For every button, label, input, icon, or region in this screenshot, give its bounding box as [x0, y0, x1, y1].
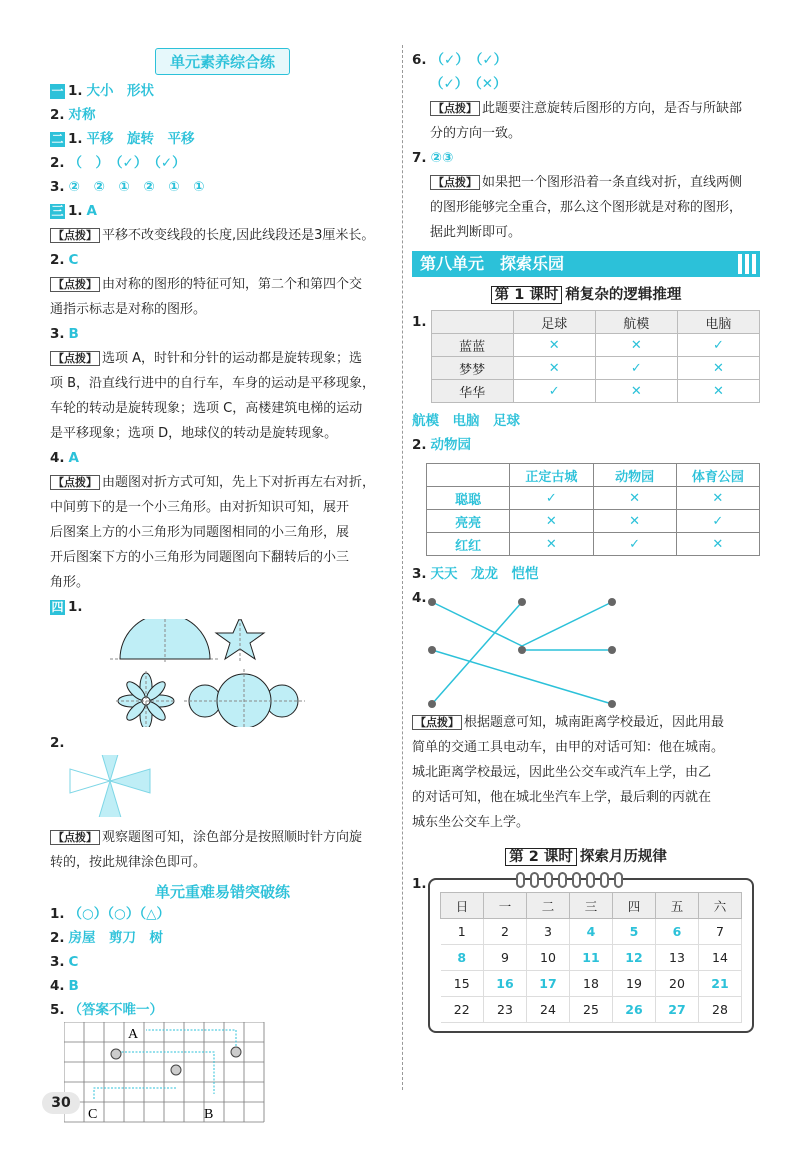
answer: （答案不唯一） — [68, 1002, 164, 1018]
q-number: 4. — [412, 590, 427, 606]
calendar-day: 21 — [699, 971, 742, 997]
calendar-weekday: 五 — [656, 893, 699, 919]
q-number: 2. — [50, 930, 65, 946]
section-marker: 三 — [51, 204, 64, 218]
calendar-day: 5 — [613, 919, 656, 945]
table2-cell: ✕ — [676, 487, 759, 510]
lesson-title: 探索月历规律 — [579, 849, 667, 865]
table1-cell: ✕ — [677, 380, 759, 403]
tip-text: 平移不改变线段的长度,因此线段还是3厘米长。 — [102, 228, 375, 243]
q-number: 2. — [50, 252, 65, 268]
q-number: 5. — [50, 1002, 65, 1018]
calendar-day: 24 — [527, 997, 570, 1023]
answer: 房屋 剪刀 树 — [68, 930, 164, 946]
tip-text: 由题图对折方式可知，先上下对折再左右对折， — [102, 475, 376, 490]
lesson-title: 稍复杂的逻辑推理 — [565, 287, 682, 303]
table1-cell: 蓝蓝 — [431, 334, 513, 357]
tip-text: 选项 A，时针和分针的运动都是旋转现象；选 — [102, 351, 363, 366]
tip-text: 此题要注意旋转后图形的方向，是否与所缺部 — [482, 101, 743, 116]
tip-text: 中间剪下的是一个小三角形。由对折知识可知，展开 — [50, 500, 350, 515]
answer: C — [68, 252, 79, 268]
q-number: 3. — [50, 179, 65, 195]
calendar-day: 14 — [699, 945, 742, 971]
table1-header — [431, 311, 513, 334]
q-number: 1. — [412, 876, 427, 892]
table2-header: 正定古城 — [510, 464, 593, 487]
q-number: 1. — [68, 599, 83, 615]
section-marker: 二 — [51, 132, 64, 146]
table2-cell: ✕ — [676, 533, 759, 556]
tip-text: 是平移现象；选项 D，地球仪的转动是旋转现象。 — [50, 426, 338, 441]
left-column: 单元素养综合练 一 1. 大小 形状 2. 对称 二 1. 平移 旋转 平移 2. （ ） （✓） （✓） 3. ② ② ① ② ① ① 三 1. A 【点拨】 平移不改变线段的长度,因此线段还是3厘米长。 2. C 【点拨】 由对称的图形的特征可知，第二个和第四个交 通指示标志是对称的图形。 3. B 【点拨】 选项 A，时针和分针的运动都是旋转现象；选 项 B，沿直线行进中的自行车，车身的运动是平移现象， 车轮的转动是旋转现象；选项 C，高楼建筑电梯的运动 是平移现象；选项 D，地球仪的转动是旋转现象。 4. A 【点拨】 由题图对折方式可知，先上下对折再左右对折， 中间剪下的是一个小三角形。由对折知识可知，展开 后图案上方的小三角形为同题图相同的小三角形，展 开后图案下方的小三角形为同题图向下翻转后的小三 角形。 四 1. 2. 【点拨】 观察题图可知，涂色部分是按照顺时针方向旋 转的，按此规律涂色即可。 单元重难易错突破练 1. （○）（○）（△） 2. 房屋 剪刀 树 3. C 4. B 5. （答案不唯一） A B C — [50, 48, 395, 1132]
calendar-rings — [516, 872, 628, 892]
table2-cell: 聪聪 — [427, 487, 510, 510]
q-number: 1. — [50, 906, 65, 922]
tip-label: 点拨 — [64, 278, 86, 291]
answer: 航模 电脑 足球 — [412, 413, 520, 429]
calendar-weekday: 一 — [484, 893, 527, 919]
table1-header: 航模 — [595, 311, 677, 334]
table1-cell: ✓ — [513, 380, 595, 403]
calendar-weekday: 日 — [441, 893, 484, 919]
calendar-day: 6 — [656, 919, 699, 945]
calendar-day: 19 — [613, 971, 656, 997]
tip-text: 的图形能够完全重合，那么这个图形就是对称的图形， — [430, 200, 743, 215]
tip-text: 根据题意可知，城南距离学校最近，因此用最 — [464, 715, 725, 730]
calendar-day: 15 — [441, 971, 484, 997]
tip-text: 的对话可知，他在城北坐汽车上学，最后剩的丙就在 — [412, 790, 712, 805]
calendar-day: 17 — [527, 971, 570, 997]
tip-text: 项 B，沿直线行进中的自行车，车身的运动是平移现象， — [50, 376, 376, 391]
table1-cell: 梦梦 — [431, 357, 513, 380]
tip-label: 点拨 — [426, 716, 448, 729]
symmetry-figures — [50, 619, 395, 727]
table1-header: 电脑 — [677, 311, 759, 334]
calendar-day: 18 — [570, 971, 613, 997]
calendar-day: 4 — [570, 919, 613, 945]
tip-text: 观察题图可知，涂色部分是按照顺时针方向旋 — [102, 830, 363, 845]
grid-label-b: B — [204, 1107, 214, 1122]
calendar-weekday: 四 — [613, 893, 656, 919]
tip-text: 如果把一个图形沿着一条直线对折，直线两侧 — [482, 175, 743, 190]
table1-cell: 华华 — [431, 380, 513, 403]
calendar-day: 25 — [570, 997, 613, 1023]
calendar-day: 10 — [527, 945, 570, 971]
column-divider — [402, 45, 403, 1090]
table2-header: 体育公园 — [676, 464, 759, 487]
q-number: 1. — [412, 314, 427, 330]
right-column: 6. （✓） （✓） （✓） （✕） 【点拨】 此题要注意旋转后图形的方向，是否与所缺部 分的方向一致。 7. ②③ 【点拨】 如果把一个图形沿着一条直线对折，直线两侧 的图形能够完全重合，那么这个图形就是对称的图形， 据此判断即可。 第八单元 探索乐园 第 1 课时 稍复杂的逻辑推理 1. 足球 航模 电脑 蓝蓝 ✕ ✕ ✓ 梦梦 ✕ ✓ ✕ 华华 ✓ ✕ ✕ 航模 电脑 足球 2. 动物园 正定古城 动物园 体育公园 聪聪 ✓ ✕ ✕ 亮亮 ✕ ✕ ✓ 红红 ✕ ✓ ✕ 3. 天天 龙龙 恺恺 4. 【点拨】 根据题意可知，城南距离学校最近，因此用最 简单的交通工具电动车，由甲的对话可知：他在城南。 城北距离学校最远，因此坐公交车或汽车上学，由乙 的对话可知，他在城北坐汽车上学，最后剩的丙就在 城东坐公交车上学。 第 2 课时 探索月历规律 1. 日 一 二 三 四 五 六 1 2 3 4 5 6 7 8 9 10 11 12 13 14 15 16 17 18 19 20 21 22 23 24 25 26 27 28 — [412, 48, 760, 1033]
table2-cell: ✕ — [510, 510, 593, 533]
q-number: 2. — [50, 155, 65, 171]
tip-text: 转的，按此规律涂色即可。 — [50, 855, 207, 870]
calendar-day: 20 — [656, 971, 699, 997]
tip-label: 点拨 — [444, 102, 466, 115]
q-number: 2. — [50, 107, 65, 123]
table2-cell: ✓ — [593, 533, 676, 556]
tip-label: 点拨 — [444, 176, 466, 189]
calendar-weekday: 三 — [570, 893, 613, 919]
tip-text: 城北距离学校最远，因此坐公交车或汽车上学，由乙 — [412, 765, 712, 780]
grid-label-a: A — [128, 1027, 139, 1042]
table2-cell: ✓ — [676, 510, 759, 533]
q-number: 7. — [412, 150, 427, 166]
tip-text: 后图案上方的小三角形为同题图相同的小三角形，展 — [50, 525, 350, 540]
tip-label: 点拨 — [64, 229, 86, 242]
answer: 平移 旋转 平移 — [86, 131, 195, 147]
unit-banner — [412, 251, 760, 277]
q-number: 2. — [50, 735, 65, 751]
calendar-weekday: 六 — [699, 893, 742, 919]
lesson-tag: 第 1 课时 — [491, 286, 563, 304]
answer: C — [68, 954, 79, 970]
table1-cell: ✓ — [677, 334, 759, 357]
calendar-day: 7 — [699, 919, 742, 945]
table1-cell: ✕ — [677, 357, 759, 380]
lesson-heading — [412, 283, 760, 304]
answer: A — [86, 203, 97, 219]
unit-title: 第八单元 探索乐园 — [420, 254, 565, 273]
table1-cell: ✕ — [513, 357, 595, 380]
answer: ②③ — [430, 150, 454, 166]
section-marker: 一 — [51, 84, 64, 98]
q-number: 2. — [412, 437, 427, 453]
calendar-day: 28 — [699, 997, 742, 1023]
calendar-day: 26 — [613, 997, 656, 1023]
answer: A — [68, 450, 79, 466]
table1-header: 足球 — [513, 311, 595, 334]
tip-text: 简单的交通工具电动车，由甲的对话可知：他在城南。 — [412, 740, 725, 755]
table2-header: 动物园 — [593, 464, 676, 487]
tip-text: 通指示标志是对称的图形。 — [50, 302, 207, 317]
calendar-day: 11 — [570, 945, 613, 971]
logic-table-1 — [431, 310, 760, 403]
tip-text: 分的方向一致。 — [430, 126, 522, 141]
table1-cell: ✕ — [513, 334, 595, 357]
q-number: 1. — [68, 83, 83, 99]
q-number: 3. — [50, 954, 65, 970]
table1-cell: ✕ — [595, 380, 677, 403]
q-number: 3. — [412, 566, 427, 582]
lesson-tag: 第 2 课时 — [505, 848, 577, 866]
answer: 对称 — [68, 107, 96, 123]
lesson-heading — [412, 845, 760, 866]
calendar-day: 23 — [484, 997, 527, 1023]
grid-label-c: C — [88, 1107, 98, 1122]
table2-cell: 亮亮 — [427, 510, 510, 533]
q-number: 6. — [412, 52, 427, 68]
calendar-grid — [440, 892, 742, 1023]
calendar-day: 12 — [613, 945, 656, 971]
calendar-day: 8 — [441, 945, 484, 971]
tip-text: 车轮的转动是旋转现象；选项 C，高楼建筑电梯的运动 — [50, 401, 363, 416]
page-number: 30 — [42, 1092, 80, 1114]
calendar-day: 9 — [484, 945, 527, 971]
calendar-day: 27 — [656, 997, 699, 1023]
q-number: 1. — [68, 131, 83, 147]
answer: （ ） （✓） （✓） — [68, 155, 186, 171]
table2-cell: ✕ — [593, 487, 676, 510]
calendar-day: 22 — [441, 997, 484, 1023]
calendar-day: 3 — [527, 919, 570, 945]
table1-cell: ✕ — [595, 334, 677, 357]
answer: 动物园 — [430, 437, 472, 453]
calendar-weekday: 二 — [527, 893, 570, 919]
logic-table-2 — [426, 463, 760, 556]
tip-text: 据此判断即可。 — [430, 225, 522, 240]
table2-header — [427, 464, 510, 487]
tip-text: 角形。 — [50, 575, 90, 590]
tip-label: 点拨 — [64, 352, 86, 365]
tip-text: 城东坐公交车上学。 — [412, 815, 530, 830]
table2-cell: 红红 — [427, 533, 510, 556]
section-marker: 四 — [51, 600, 64, 614]
tip-label: 点拨 — [64, 831, 86, 844]
answer: B — [68, 326, 79, 342]
answer: （✓） （✓） — [430, 52, 508, 68]
calendar-day: 16 — [484, 971, 527, 997]
answer: ② ② ① ② ① ① — [68, 179, 205, 195]
table2-cell: ✕ — [593, 510, 676, 533]
section-title: 单元素养综合练 — [155, 48, 290, 75]
movement-grid — [64, 1022, 409, 1132]
answer: 大小 形状 — [86, 83, 155, 99]
section-title: 单元重难易错突破练 — [154, 883, 290, 901]
answer: （○）（○）（△） — [68, 906, 170, 922]
table2-cell: ✓ — [510, 487, 593, 510]
table2-cell: ✕ — [510, 533, 593, 556]
calendar-day: 1 — [441, 919, 484, 945]
rotation-figure — [50, 755, 395, 817]
q-number: 4. — [50, 978, 65, 994]
q-number: 4. — [50, 450, 65, 466]
tip-label: 点拨 — [64, 476, 86, 489]
answer: （✓） （✕） — [430, 76, 507, 92]
q-number: 3. — [50, 326, 65, 342]
calendar-day: 13 — [656, 945, 699, 971]
matching-lines — [412, 590, 760, 710]
tip-text: 由对称的图形的特征可知，第二个和第四个交 — [102, 277, 363, 292]
q-number: 1. — [68, 203, 83, 219]
answer: 天天 龙龙 恺恺 — [430, 566, 539, 582]
calendar — [428, 878, 754, 1033]
calendar-day: 2 — [484, 919, 527, 945]
table1-cell: ✓ — [595, 357, 677, 380]
answer: B — [68, 978, 79, 994]
tip-text: 开后图案下方的小三角形为同题图向下翻转后的小三 — [50, 550, 350, 565]
